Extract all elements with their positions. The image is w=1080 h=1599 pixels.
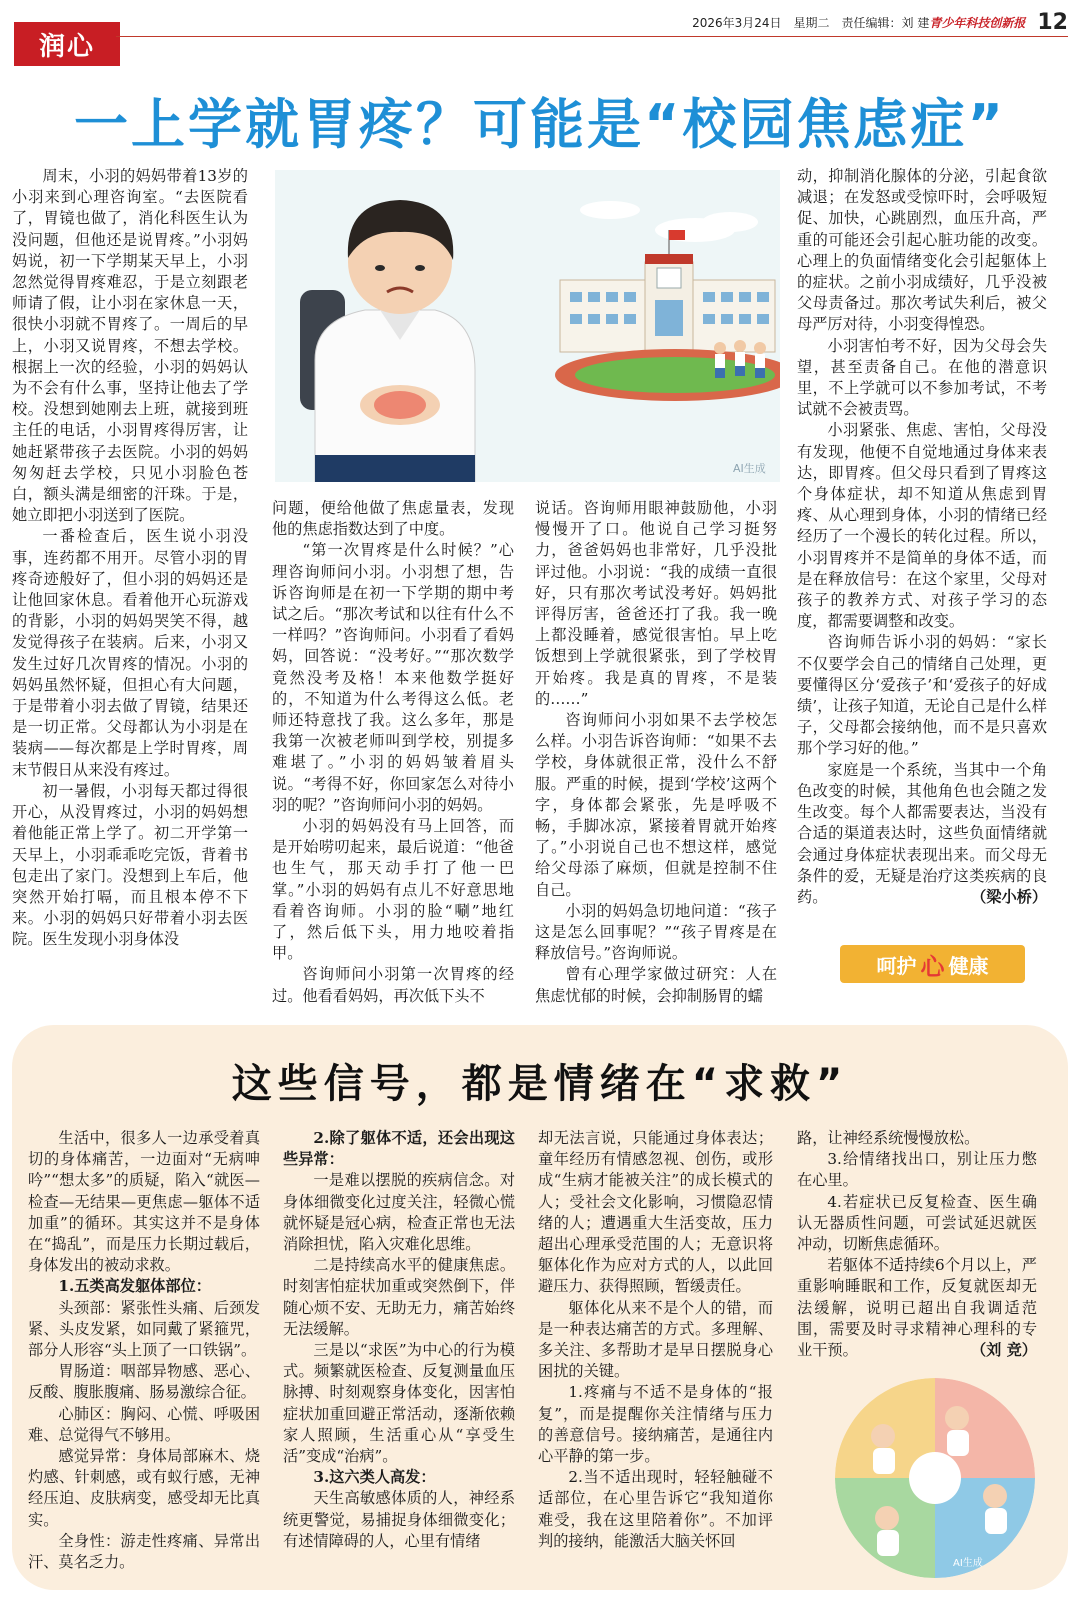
issue-date: 2026年3月24日 — [692, 16, 782, 30]
paragraph: 二是持续高水平的健康焦虑。时刻害怕症状加重或突然倒下，伴随心烦不安、无助无力，痛苦始终无法缓解。 — [283, 1256, 515, 1338]
paragraph: 头颈部：紧张性头痛、后颈发紧、头皮发紧，如同戴了紧箍咒，部分人形容“头上顶了一口铁锅”。 — [28, 1298, 260, 1360]
paragraph: 全身性：游走性疼痛、异常出汗、莫名乏力。 — [28, 1531, 260, 1572]
paragraph: 一番检查后，医生说小羽没事，连药都不用开。尽管小羽的胃疼奇迹般好了，但小羽的妈妈还是让他回家休息。看着他开心玩游戏的背影，小羽的妈妈哭笑不得，越发觉得孩子在装病。后来，小羽又发生过好几次胃疼的情况。小羽的妈妈虽然怀疑，但担心有大问题，于是带着小羽去做了胃镜，结果还是一切正常。父母都认为小羽是在装病——每次都是上学时胃疼，周末节假日从来没有疼过。 — [12, 527, 248, 779]
paragraph: 1.疼痛与不适不是身体的“报复”，而是提醒你关注情绪与压力的善意信号。接纳痛苦，是通往内心平静的第一步。 — [538, 1383, 773, 1466]
body-regions-illustration — [835, 1378, 1035, 1578]
paragraph: 若躯体不适持续6个月以上，严重影响睡眠和工作，反复就医却无法缓解，说明已超出自我调适范围，需要及时寻求精神心理科的专业干预。 （刘 竞） — [797, 1255, 1037, 1361]
paragraph: 咨询师问小羽第一次胃疼的经过。他看看妈妈，再次低下头不 — [272, 965, 514, 1005]
paragraph: 却无法言说，只能通过身体表达；童年经历有情感忽视、创伤，或形成“生病才能被关注”的成长模式的人；受社会文化影响，习惯隐忍情绪的人；遭遇重大生活变故，压力超出心理承受范围的人；无意识将躯体化作为应对方式的人，以此回避压力、获得照顾，暂缓责任。 — [538, 1129, 773, 1296]
subheading: 2.除了躯体不适，还会出现这些异常： — [283, 1129, 515, 1169]
sidebar-title: 这些信号，都是情绪在“求救” — [231, 1061, 849, 1107]
article-column-4 — [797, 166, 1047, 908]
page-number: 12 — [1037, 10, 1068, 35]
article-author: （梁小桥） — [971, 887, 1047, 906]
paragraph: 感觉异常：身体局部麻木、烧灼感、针刺感，或有蚁行感，无神经压迫、皮肤病变，感受却无比真实。 — [28, 1447, 260, 1529]
circle-watermark: AI生成 — [953, 1558, 983, 1569]
paragraph: 4.若症状已反复检查、医生确认无器质性问题，可尝试延迟就医冲动，切断焦虑循环。 — [797, 1192, 1037, 1254]
illustration-watermark: AI生成 — [733, 462, 766, 475]
sidebar-author: （刘 竞） — [970, 1341, 1037, 1360]
issue-weekday: 星期二 — [793, 16, 830, 30]
paragraph: 心肺区：胸闷、心慌、呼吸困难、总觉得气不够用。 — [28, 1404, 260, 1444]
header-rule — [116, 36, 1068, 37]
paragraph: 生活中，很多人一边承受着真切的身体痛苦，一边面对“无病呻吟”“想太多”的质疑，陷入“就医—检查—无结果—更焦虑—躯体不适加重”的循环。其实这并不是身体在“捣乱”，而是压力长期过载后，身体发出的被动求救。 — [28, 1129, 260, 1275]
paragraph: “第一次胃疼是什么时候？”心理咨询师问小羽。小羽想了想，告诉咨询师是在初一下学期的期中考试之后。“那次考试和以往有什么不一样吗？”咨询师问。小羽看了看妈妈，回答说：“没考好。”“那次数学竟然没考及格！本来他数学挺好的，不知道为什么考得这么低。老师还特意找了我。这么多年，那是我第一次被老师叫到学校，别提多难堪了。”小羽的妈妈皱着眉头说。“考得不好，你回家怎么对待小羽的呢？”咨询师问小羽的妈妈。 — [272, 541, 514, 814]
paragraph: 问题，便给他做了焦虑量表，发现他的焦虑指数达到了中度。 — [272, 499, 514, 539]
page-header — [0, 0, 1080, 70]
paragraph: 咨询师告诉小羽的妈妈：“家长不仅要学会自己的情绪自己处理，更要懂得区分‘爱孩子’和‘爱孩子的好成绩’，让孩子知道，无论自己是什么样子，父母都会接纳他，而不是只喜欢那个学习好的他。” — [797, 633, 1047, 758]
paper-name: 青少年科技创新报 — [929, 16, 1026, 30]
column-logo — [840, 945, 1025, 983]
subheading: 3.这六类人高发： — [313, 1468, 436, 1487]
paragraph: 小羽的妈妈急切地问道：“孩子这是怎么回事呢？”“孩子胃疼是在释放信号。”咨询师说。 — [535, 901, 777, 963]
paragraph: 咨询师问小羽如果不去学校怎么样。小羽告诉咨询师：“如果不去学校，身体就很正常，没什么不舒服。严重的时候，提到‘学校’这两个字，身体都会紧张，先是呼吸不畅，手脚冰凉，紧接着胃就开始疼了。”小羽说自己也不想这样，感觉给父母添了麻烦，但就是控制不住自己。 — [535, 711, 777, 899]
header-meta — [692, 10, 1068, 35]
subheading: 1.五类高发躯体部位： — [58, 1277, 211, 1296]
boy-school-illustration — [275, 170, 780, 482]
paragraph: 小羽害怕考不好，因为父母会失望，甚至责备自己。在他的潜意识里，不上学就可以不参加考试，不考试就不会被责骂。 — [797, 336, 1047, 419]
paragraph: 初一暑假，小羽每天都过得很开心，从没胃疼过，小羽的妈妈想着他能正常上学了。初二开学第一天早上，小羽乖乖吃完饭，背着书包走出了家门。没想到上车后，他突然开始打嗝，而且根本停不下来。小羽的妈妈只好带着小羽去医院。医生发现小羽身体没 — [12, 781, 248, 949]
paragraph: 三是以“求医”为中心的行为模式。频繁就医检查、反复测量血压脉搏、时刻观察身体变化，因害怕症状加重回避正常活动，逐渐依赖家人照顾，生活重心从“享受生活”变成“治病”。 — [283, 1341, 515, 1466]
article-column-3 — [535, 498, 777, 1007]
paragraph: 周末，小羽的妈妈带着13岁的小羽来到心理咨询室。“去医院看了，胃镜也做了，消化科医生认为没问题，但他还是说胃疼。”小羽妈妈说，初一下学期某天早上，小羽忽然觉得胃疼难忍，于是立刻跟老师请了假，让小羽在家休息一天，很快小羽就不胃疼了。一周后的早上，小羽又说胃疼，不想去学校。根据上一次的经验，小羽的妈妈认为不会有什么事，坚持让他去了学校。没想到她刚去上班，就接到班主任的电话，小羽胃疼得厉害，让她赶紧带孩子去医院。小羽的妈妈匆匆赶去学校，只见小羽脸色苍白，额头满是细密的汗珠。于是，她立即把小羽送到了医院。 — [12, 167, 248, 525]
paragraph: 一是难以摆脱的疾病信念。对身体细微变化过度关注，轻微心慌就怀疑是冠心病，检查正常也无法消除担忧，陷入灾难化思维。 — [283, 1171, 515, 1254]
paragraph: 天生高敏感体质的人，神经系统更警觉，易捕捉身体细微变化；有述情障碍的人，心里有情绪 — [283, 1489, 515, 1550]
paragraph: 胃肠道：咽部异物感、恶心、反酸、腹胀腹痛、肠易激综合征。 — [28, 1362, 260, 1402]
column-logo-text-right: 健康 — [948, 953, 989, 978]
paragraph: 家庭是一个系统，当其中一个角色改变的时候，其他角色也会随之发生改变。每个人都需要表达，当没有合适的渠道表达时，这些负面情绪就会通过身体症状表现出来。而父母无条件的爱，无疑是治疗这类疾病的良药。 （梁小桥） — [797, 760, 1047, 908]
article-column-1 — [12, 166, 248, 951]
article-column-2 — [272, 498, 514, 1007]
paragraph: 小羽的妈妈没有马上回答，而是开始唠叨起来，最后说道：“他爸也生气，那天动手打了他一巴掌。”小羽的妈妈有点儿不好意思地看着咨询师。小羽的脸“唰”地红了，然后低下头，用力地咬着指甲。 — [272, 817, 514, 963]
paragraph: 躯体化从来不是个人的错，而是一种表达痛苦的方式。多理解、多关注、多帮助才是早日摆脱身心困扰的关键。 — [538, 1298, 773, 1381]
paragraph: 路，让神经系统慢慢放松。 — [797, 1129, 980, 1147]
section-tag: 润心 — [14, 22, 120, 66]
column-logo-text-left: 呵护 — [876, 953, 917, 978]
sidebar-column-4 — [797, 1128, 1037, 1361]
body-regions-graphic — [835, 1378, 1035, 1578]
sidebar-column-3 — [538, 1128, 773, 1552]
editor-credit: 责任编辑：刘 建 — [841, 16, 930, 30]
sidebar-column-1 — [28, 1128, 260, 1573]
column-logo-heart: 心 — [920, 952, 945, 981]
paragraph: 曾有心理学家做过研究：人在焦虑忧郁的时候，会抑制肠胃的蠕 — [535, 965, 777, 1005]
article-headline: 一上学就胃疼？可能是“校园焦虑症” — [74, 93, 1006, 156]
sidebar-column-2 — [283, 1128, 515, 1552]
paragraph: 3.给情绪找出口，别让压力憋在心里。 — [797, 1150, 1037, 1190]
paragraph: 小羽紧张、焦虑、害怕，父母没有发现，他便不自觉地通过身体来表达，即胃疼。但父母只看到了胃疼这个身体症状，却不知道从焦虑到胃疼、从心理到身体，小羽的情绪已经经历了一个漫长的转化过程。所以，小羽胃疼并不是简单的身体不适，而是在释放信号：在这个家里，父母对孩子的教养方式、对孩子学习的态度，都需要调整和改变。 — [797, 421, 1047, 631]
article-illustration — [275, 170, 780, 482]
paragraph: 2.当不适出现时，轻轻触碰不适部位，在心里告诉它“我知道你难受，我在这里陪着你”。不加评判的接纳，能激活大脑关怀回 — [538, 1468, 773, 1550]
paragraph: 说话。咨询师用眼神鼓励他，小羽慢慢开了口。他说自己学习挺努力，爸爸妈妈也非常好，几乎没批评过他。小羽说：“我的成绩一直很好，只有那次考试没考好。妈妈批评得厉害，爸爸还打了我。我一晚上都没睡着，感觉很害怕。早上吃饭想到上学就很紧张，到了学校胃开始疼。我是真的胃疼，不是装的……” — [535, 499, 777, 708]
paragraph: 动，抑制消化腺体的分泌，引起食欲减退；在发怒或受惊吓时，会呼吸短促、加快，心跳剧烈，血压升高，严重的可能还会引起心脏功能的改变。心理上的负面情绪变化会引起躯体上的症状。之前小羽成绩好，几乎没被父母责备过。那次考试失利后，被父母严厉对待，小羽变得惶恐。 — [797, 167, 1047, 334]
